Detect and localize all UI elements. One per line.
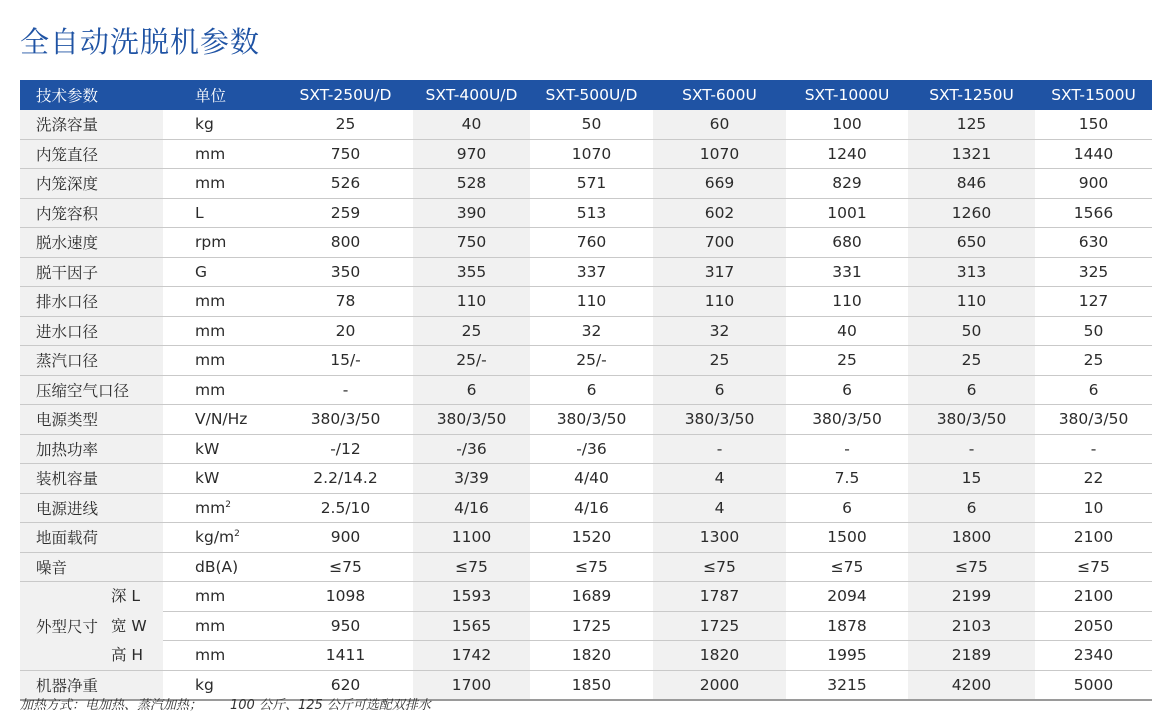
unit-text: G [195, 262, 208, 281]
unit-text: mm [195, 587, 226, 606]
table-row [20, 139, 1152, 169]
table-cell: 602 [653, 198, 786, 228]
table-cell: 4/16 [574, 498, 609, 517]
dimension-sub-cell [111, 582, 278, 612]
unit-cell [163, 139, 278, 169]
table-cell: 380/3/50 [556, 410, 627, 429]
unit-cell [163, 257, 278, 287]
table-cell: 2050 [1073, 616, 1114, 635]
table-row [20, 316, 1152, 346]
header-cell: SXT-1500U [1051, 86, 1136, 104]
table-cell: 1240 [827, 144, 867, 163]
table-cell: 380/3/50 [653, 405, 786, 435]
table-cell: 331 [832, 262, 862, 281]
table-cell: - [908, 434, 1035, 464]
table-row [20, 641, 1152, 671]
unit-text: V/N/Hz [195, 410, 248, 429]
footnote-option: 100 公斤、125 公斤可选配双排水 [230, 698, 431, 713]
table-cell: 1850 [571, 675, 612, 694]
table-cell: 3215 [827, 675, 867, 694]
table-cell: 4/16 [413, 493, 530, 523]
table-cell: 620 [330, 675, 361, 694]
table-cell: 2094 [827, 587, 867, 606]
table-cell: 900 [1078, 174, 1109, 193]
param-cell: 脱水速度 [20, 228, 163, 258]
unit-text: mm [195, 174, 226, 193]
table-cell: 526 [330, 174, 361, 193]
table-cell: 20 [335, 321, 356, 340]
table-cell: 1001 [827, 203, 867, 222]
table-cell: 125 [908, 110, 1035, 139]
table-cell: - [342, 380, 349, 399]
unit-cell [163, 464, 278, 494]
table-cell: 15 [908, 464, 1035, 494]
param-cell: 装机容量 [20, 464, 163, 494]
table-cell: 1700 [413, 670, 530, 700]
param-cell: 地面载荷 [20, 523, 163, 553]
table-cell: 1689 [571, 587, 612, 606]
table-cell: 50 [1083, 321, 1104, 340]
param-cell: 蒸汽口径 [20, 346, 163, 376]
table-cell: 2189 [908, 641, 1035, 671]
table-cell: 110 [576, 292, 607, 311]
header-cell: SXT-1000U [804, 86, 890, 104]
table-cell: 15/- [330, 351, 361, 370]
table-cell: 6 [586, 380, 597, 399]
table-cell: 1070 [571, 144, 612, 163]
unit-text: kW [195, 439, 220, 458]
dimensions-label: 外型尺寸 [36, 617, 99, 636]
unit-text: kg/m [195, 528, 235, 547]
table-cell: 4 [653, 464, 786, 494]
param-cell: 电源进线 [20, 493, 163, 523]
param-cell: 内笼容积 [20, 198, 163, 228]
table-cell: 60 [653, 110, 786, 139]
unit-cell [163, 375, 278, 405]
unit-text: dB(A) [195, 557, 239, 576]
table-cell: 571 [576, 174, 607, 193]
table-cell: 25 [1083, 351, 1104, 370]
table-cell: ≤75 [413, 552, 530, 582]
table-cell: 3/39 [413, 464, 530, 494]
table-row [20, 405, 1152, 435]
unit-text: mm [195, 351, 226, 370]
header-cell: SXT-250U/D [299, 86, 392, 104]
table-cell: 313 [908, 257, 1035, 287]
unit-text: mm [195, 380, 226, 399]
table-cell: 1411 [325, 646, 366, 665]
table-cell: 829 [832, 174, 862, 193]
table-cell: 2199 [908, 582, 1035, 612]
param-cell: 脱干因子 [20, 257, 163, 287]
table-cell: 6 [842, 498, 852, 517]
unit-cell [163, 228, 278, 258]
table-cell: 1321 [908, 139, 1035, 169]
table-cell: 1566 [1073, 203, 1114, 222]
table-cell: 78 [335, 292, 356, 311]
table-cell: 680 [832, 233, 862, 252]
table-cell: 1820 [571, 646, 612, 665]
table-cell: 6 [413, 375, 530, 405]
table-cell: 355 [413, 257, 530, 287]
table-cell: 2100 [1073, 587, 1114, 606]
param-cell: 机器净重 [20, 670, 163, 700]
unit-text: mm [195, 144, 226, 163]
table-cell: ≤75 [908, 552, 1035, 582]
table-row [20, 228, 1152, 258]
unit-cell [163, 523, 278, 553]
unit-cell [163, 316, 278, 346]
table-cell: 6 [908, 375, 1035, 405]
param-cell: 内笼直径 [20, 139, 163, 169]
table-cell: 1995 [827, 646, 867, 665]
page-title: 全自动洗脱机参数 [20, 25, 261, 59]
table-cell: 4/40 [574, 469, 609, 488]
unit-text: kW [195, 469, 220, 488]
table-cell: 1520 [571, 528, 612, 547]
table-cell: 25 [837, 351, 857, 370]
table-cell: -/36 [413, 434, 530, 464]
table-cell: ≤75 [653, 552, 786, 582]
table-row [20, 257, 1152, 287]
table-cell: 5000 [1073, 675, 1114, 694]
table-cell: 127 [1078, 292, 1109, 311]
table-cell: -/36 [576, 439, 607, 458]
param-cell: 电源类型 [20, 405, 163, 435]
table-cell: 4 [653, 493, 786, 523]
dimension-sub-cell [111, 641, 278, 671]
unit-superscript: 2 [225, 499, 231, 510]
table-row [20, 523, 1152, 553]
table-cell: 380/3/50 [812, 410, 882, 429]
table-cell: 25 [653, 346, 786, 376]
table-cell: 1070 [653, 139, 786, 169]
table-cell: 1260 [908, 198, 1035, 228]
table-header-row [20, 80, 1152, 110]
table-cell: 1787 [653, 582, 786, 612]
table-cell: 513 [576, 203, 607, 222]
table-cell: 150 [1078, 115, 1109, 134]
table-cell: 380/3/50 [1058, 410, 1129, 429]
table-cell: 1878 [827, 616, 867, 635]
table-cell: 25 [908, 346, 1035, 376]
unit-text: mm [195, 646, 226, 665]
table-cell: 800 [330, 233, 361, 252]
table-cell: 50 [908, 316, 1035, 346]
table-cell: 100 [832, 115, 862, 134]
param-cell: 内笼深度 [20, 169, 163, 199]
table-cell: 25 [335, 115, 356, 134]
table-cell: 970 [413, 139, 530, 169]
unit-text: kg [195, 115, 214, 134]
table-row [20, 434, 1152, 464]
header-cell: SXT-400U/D [425, 86, 518, 104]
table-cell: 380/3/50 [908, 405, 1035, 435]
table-body [20, 110, 1152, 700]
table-cell: 669 [653, 169, 786, 199]
table-cell: 25 [413, 316, 530, 346]
table-cell: 40 [837, 321, 857, 340]
table-cell: 350 [330, 262, 361, 281]
table-cell: 900 [330, 528, 361, 547]
table-cell: 650 [908, 228, 1035, 258]
unit-text: mm [195, 321, 226, 340]
table-cell: 2103 [908, 611, 1035, 641]
table-cell: 6 [1088, 380, 1099, 399]
spec-table-container [20, 80, 1152, 701]
table-cell: 110 [832, 292, 862, 311]
param-cell: 噪音 [20, 552, 163, 582]
param-cell: 排水口径 [20, 287, 163, 317]
table-cell: 32 [581, 321, 602, 340]
dimension-sub-label: 宽 W [111, 612, 163, 640]
header-cell: 技术参数 [36, 87, 99, 105]
table-cell: 1565 [413, 611, 530, 641]
unit-text: mm [195, 616, 226, 635]
header-cell: SXT-1250U [929, 86, 1014, 104]
table-cell: -/12 [330, 439, 361, 458]
table-cell: 1100 [413, 523, 530, 553]
header-cell: 单位 [195, 87, 227, 105]
table-cell: 2.5/10 [320, 498, 371, 517]
header-cell: SXT-500U/D [545, 86, 638, 104]
unit-cell [163, 493, 278, 523]
table-cell: 380/3/50 [413, 405, 530, 435]
table-cell: 390 [413, 198, 530, 228]
table-cell: 750 [413, 228, 530, 258]
table-row [20, 611, 1152, 641]
table-row [20, 169, 1152, 199]
table-cell: - [1090, 439, 1097, 458]
unit-text: rpm [195, 233, 227, 252]
table-cell: 22 [1083, 469, 1104, 488]
table-cell: 750 [330, 144, 361, 163]
unit-cell [163, 346, 278, 376]
table-row [20, 110, 1152, 139]
table-cell: 528 [413, 169, 530, 199]
table-cell: 4200 [908, 670, 1035, 700]
unit-cell [163, 405, 278, 435]
table-row [20, 552, 1152, 582]
table-cell: 1300 [653, 523, 786, 553]
unit-cell [163, 110, 278, 139]
unit-superscript: 2 [234, 529, 240, 540]
table-cell: 2340 [1073, 646, 1114, 665]
dimension-sub-label: 深 L [111, 582, 163, 610]
unit-cell [163, 198, 278, 228]
table-cell: ≤75 [830, 557, 864, 576]
param-cell: 洗涤容量 [20, 110, 163, 139]
table-cell: 2.2/14.2 [313, 469, 378, 488]
table-cell: 32 [653, 316, 786, 346]
table-cell: 630 [1078, 233, 1109, 252]
table-cell: 317 [653, 257, 786, 287]
table-cell: 1593 [413, 582, 530, 612]
table-cell: 50 [581, 115, 602, 134]
unit-text: mm [195, 498, 226, 517]
unit-text: L [195, 203, 204, 222]
table-cell: 7.5 [834, 469, 860, 488]
table-row [20, 464, 1152, 494]
table-cell: - [844, 439, 850, 458]
table-cell: 1725 [653, 611, 786, 641]
table-cell: 337 [576, 262, 607, 281]
table-row [20, 287, 1152, 317]
table-cell: 1742 [413, 641, 530, 671]
unit-cell [163, 169, 278, 199]
footnote [20, 694, 431, 713]
table-cell: - [653, 434, 786, 464]
table-row [20, 493, 1152, 523]
table-cell: ≤75 [1077, 557, 1110, 576]
table-cell: 1098 [325, 587, 366, 606]
table-cell: 110 [653, 287, 786, 317]
table-cell: 40 [413, 110, 530, 139]
table-cell: ≤75 [575, 557, 608, 576]
table-cell: 2100 [1073, 528, 1114, 547]
table-cell: 1440 [1073, 144, 1114, 163]
table-cell: 6 [653, 375, 786, 405]
table-cell: 25/- [576, 351, 607, 370]
table-row [20, 582, 1152, 612]
table-cell: 760 [576, 233, 607, 252]
table-cell: 259 [330, 203, 361, 222]
table-cell: 846 [908, 169, 1035, 199]
table-cell: 110 [908, 287, 1035, 317]
table-cell: 1500 [827, 528, 867, 547]
table-cell: 10 [1083, 498, 1104, 517]
footnote-heating: 加热方式：电加热、蒸汽加热； [20, 698, 203, 713]
table-row [20, 198, 1152, 228]
table-cell: 1820 [653, 641, 786, 671]
spec-table [20, 80, 1152, 701]
table-cell: 6 [908, 493, 1035, 523]
table-cell: 110 [413, 287, 530, 317]
unit-text: kg [195, 675, 214, 694]
table-cell: 1800 [908, 523, 1035, 553]
table-cell: 1725 [571, 616, 612, 635]
param-cell: 进水口径 [20, 316, 163, 346]
table-cell: 2000 [653, 670, 786, 700]
table-cell: ≤75 [329, 557, 362, 576]
unit-cell [163, 552, 278, 582]
table-cell: 700 [653, 228, 786, 258]
dimension-sub-label: 高 H [111, 641, 163, 669]
table-cell: 325 [1078, 262, 1109, 281]
unit-text: mm [195, 292, 226, 311]
table-row [20, 375, 1152, 405]
param-cell: 加热功率 [20, 434, 163, 464]
table-cell: 950 [330, 616, 361, 635]
table-row [20, 346, 1152, 376]
param-cell: 压缩空气口径 [20, 375, 163, 405]
header-cell: SXT-600U [682, 86, 757, 104]
unit-cell [163, 434, 278, 464]
table-cell: 380/3/50 [310, 410, 381, 429]
unit-cell [163, 287, 278, 317]
dimension-sub-cell [111, 611, 278, 641]
table-cell: 25/- [413, 346, 530, 376]
table-cell: 6 [842, 380, 852, 399]
